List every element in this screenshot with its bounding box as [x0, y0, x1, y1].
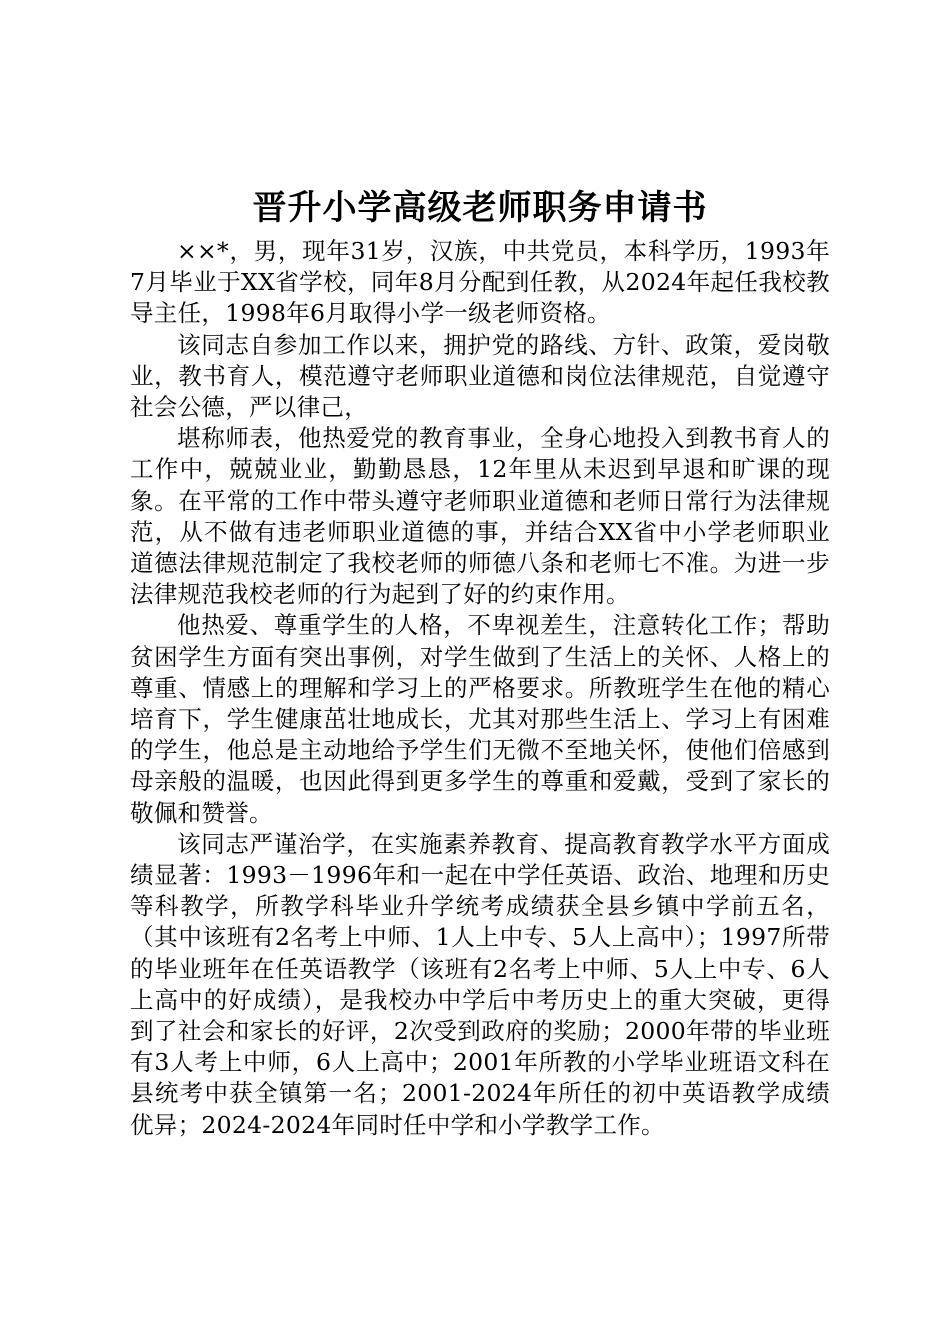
paragraph-professional-ethics: 堪称师表，他热爱党的教育事业，全身心地投入到教书育人的工作中，兢兢业业，勤勤恳恳，12年里从未迟到早退和旷课的现象。在平常的工作中带头遵守老师职业道德和老师日常行为法律规范，从不做有违老师职业道德的事，并结合XX省中小学老师职业道德法律规范制定了我校老师的师德八条和老师七不准。为进一步法律规范我校老师的行为起到了好的约束作用。 [130, 424, 830, 609]
paragraph-student-care: 他热爱、尊重学生的人格，不卑视差生，注意转化工作；帮助贫困学生方面有突出事例，对学生做到了生活上的关怀、人格上的尊重、情感上的理解和学习上的严格要求。所教班学生在他的精心培育下，学生健康茁壮地成长，尤其对那些生活上、学习上有困难的学生，他总是主动地给予学生们无微不至地关怀，使他们倍感到母亲般的温暖，也因此得到更多学生的尊重和爱戴，受到了家长的敬佩和赞誉。 [130, 611, 830, 827]
document-title: 晋升小学高级老师职务申请书 [252, 188, 708, 228]
paragraph-work-attitude: 该同志自参加工作以来，拥护党的路线、方针、政策，爱岗敬业，教书育人，模范遵守老师职业道德和岗位法律规范，自觉遵守社会公德，严以律己， [130, 330, 830, 422]
paragraph-teaching-achievements: 该同志严谨治学，在实施素养教育、提高教育教学水平方面成绩显著：1993－1996年和一起在中学任英语、政治、地理和历史等科教学，所教学科毕业升学统考成绩获全县乡镇中学前五名，（其中该班有2名考上中师、1人上中专、5人上高中）；1997所带的毕业班年在任英语教学（该班有2名考上中师、5人上中专、6人上高中的好成绩），是我校办中学后中考历史上的重大突破，更得到了社会和家长的好评，2次受到政府的奖励；2000年带的毕业班有3人考上中师，6人上高中；2001年所教的小学毕业班语文科在县统考中获全镇第一名；2001-2024年所任的初中英语教学成绩优异；2024-2024年同时任中学和小学教学工作。 [130, 829, 830, 1139]
paragraph-personal-info: ××*，男，现年31岁，汉族，中共党员，本科学历，1993年7月毕业于XX省学校，同年8月分配到任教，从2024年起任我校教导主任，1998年6月取得小学一级老师资格。 [130, 237, 830, 328]
document-page [130, 180, 830, 1141]
